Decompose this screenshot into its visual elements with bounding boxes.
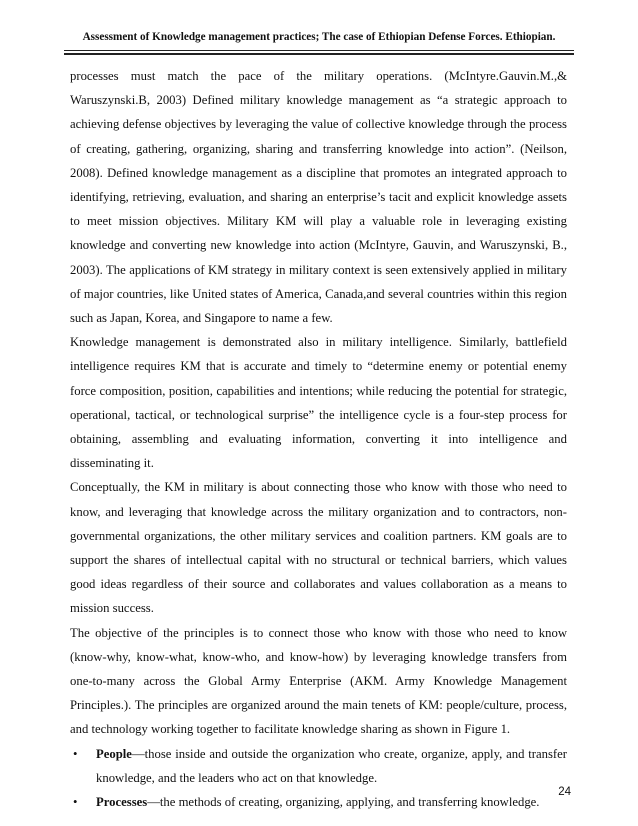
header-rule-thin <box>64 50 574 51</box>
list-item-term: Processes <box>96 795 148 810</box>
body-text <box>70 64 567 814</box>
list-item-text: —the methods of creating, organizing, applying, and transferring knowledge. <box>147 795 540 810</box>
list-item <box>70 790 567 814</box>
paragraph: processes must match the pace of the military operations. (McIntyre.Gauvin.M.,& Waruszynski.B, 2003) Defined military knowledge management as “a strategic approach to achieving defense objectives by leveraging the value of collective knowledge through the process of creating, gathering, organizing, sharing and transferring knowledge into action”. (Neilson, 2008). Defined knowledge management as a discipline that promotes an integrated approach to identifying, retrieving, evaluation, and sharing an enterprise’s tacit and explicit knowledge assets to meet mission objectives. Military KM will play a valuable role in leveraging existing knowledge and converting new knowledge into action (McIntyre, Gauvin, and Waruszynski, B., 2003). The applications of KM strategy in military context is seen extensively applied in military of major countries, like United states of America, Canada,and several countries within this region such as Japan, Korea, and Singapore to name a few. <box>70 69 567 326</box>
bullet-list <box>70 742 567 815</box>
list-item-term: People <box>96 746 132 761</box>
paragraph: Conceptually, the KM in military is about connecting those who know with those who need to know, and leveraging that knowledge across the military organization and to contractors, non-governmental organizations, the other military services and coalition partners. KM goals are to support the shares of intellectual capital with no structural or technical barriers, which values good ideas regardless of their source and collaborates and values collaboration as a means to mission success. <box>70 480 567 616</box>
paragraph: The objective of the principles is to connect those who know with those who need to know (know-why, know-what, know-who, and know-how) by leveraging knowledge transfers from one-to-many across the Global Army Enterprise (AKM. Army Knowledge Management Principles.). The principles are organized around the main tenets of KM: people/culture, process, and technology working together to facilitate knowledge sharing as shown in Figure 1. <box>70 625 567 737</box>
page-number: 24 <box>558 786 571 798</box>
paragraph: Knowledge management is demonstrated also in military intelligence. Similarly, battlefield intelligence requires KM that is accurate and timely to “determine enemy or potential enemy force composition, position, capabilities and intentions; while reducing the potential for strategic, operational, tactical, or technological surprise” the intelligence cycle is a four-step process for obtaining, assembling and evaluating information, converting it into intelligence and disseminating it. <box>70 335 567 471</box>
bullet-icon: • <box>73 795 78 810</box>
list-item-text: —those inside and outside the organization who create, organize, apply, and transfer knowledge, and the leaders who act on that knowledge. <box>96 746 567 785</box>
list-item <box>70 742 567 790</box>
header-rule-thick <box>64 53 574 55</box>
bullet-icon: • <box>73 746 78 761</box>
running-header: Assessment of Knowledge management practices; The case of Ethiopian Defense Forces. Ethiopian. <box>82 31 556 43</box>
